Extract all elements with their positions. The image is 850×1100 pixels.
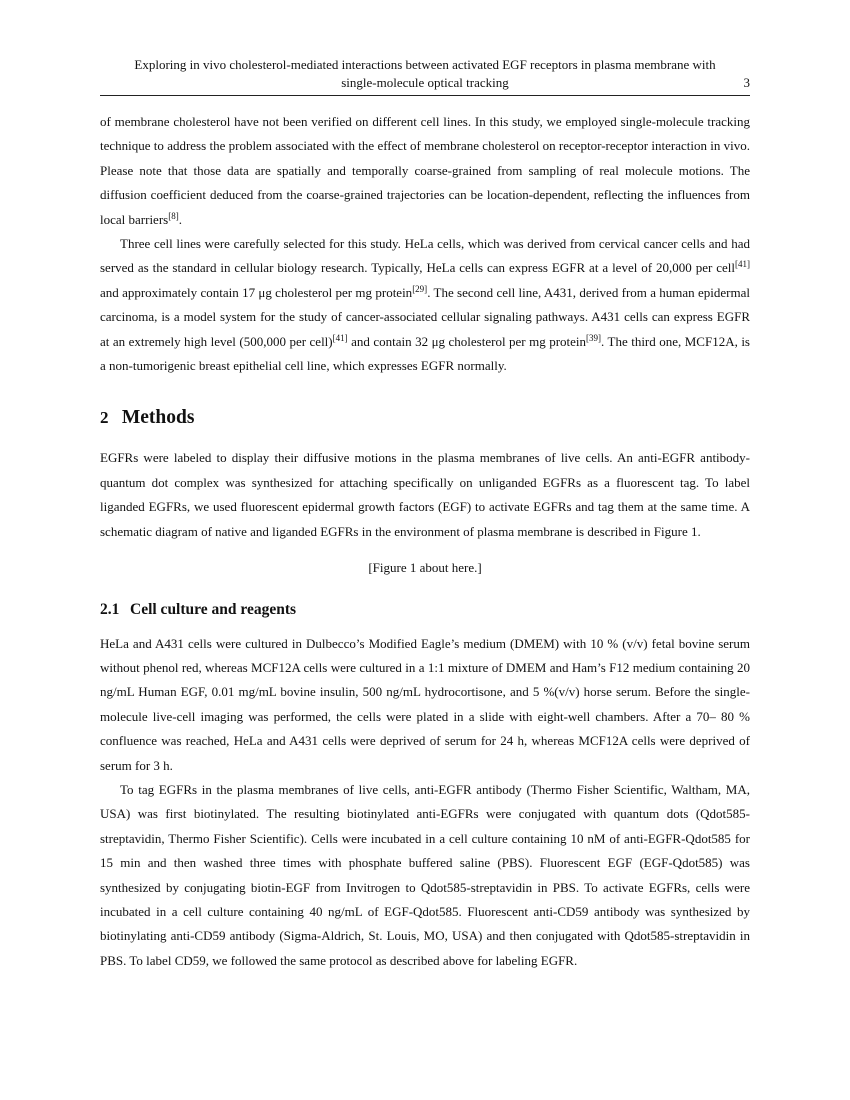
paragraph-text: and contain 32 μg cholesterol per mg protein [347, 333, 587, 349]
citation: [39] [586, 332, 602, 343]
citation: [29] [412, 283, 428, 294]
page-body [100, 110, 750, 973]
section-heading-methods [100, 405, 750, 431]
citation: [41] [735, 259, 750, 270]
paragraph-methods: EGFRs were labeled to display their diffusive motions in the plasma membranes of live cells. An anti-EGFR antibody-quantum dot complex was synthesized for attaching specifically on unliganded EGFRs as a fluorescent tag. To label liganded EGFRs, we used fluorescent epidermal growth factors (EGF) to activate EGFRs and tag them at the same time. A schematic diagram of native and liganded EGFRs in the environment of plasma membrane is described in Figure 1. [100, 450, 750, 539]
header-rule [100, 95, 750, 96]
paragraph-text: . The second cell line, A431, derived from a human epidermal carcinoma, is a model system for the study of cancer-associated cellular signaling pathways. A431 cells can express EGFR at an extremely high level (500,000 per cell) [100, 284, 750, 349]
paper-page [100, 0, 750, 1100]
subsection-heading-cell-culture [100, 599, 750, 621]
paragraph-text: and approximately contain 17 μg cholesterol per mg protein [100, 284, 413, 300]
paragraph-text: of membrane cholesterol have not been verified on different cell lines. In this study, we employed single-molecule tracking technique to address the problem associated with the effect of membrane cholesterol on receptor-receptor interaction in vivo. Please note that those data are spatially and temporally coarse-grained from sampling of real molecule motions. The diffusion coefficient deduced from the coarse-grained trajectories can be location-dependent, reflecting the influences from local barriers [100, 114, 750, 227]
paragraph-text: . The third one, MCF12A, is a non-tumorigenic breast epithelial cell line, which expresses EGFR normally. [100, 333, 750, 374]
header-title-line1: Exploring in vivo cholesterol-mediated interactions between activated EGF receptors in plasma membrane with [134, 57, 716, 72]
citation: [8] [168, 210, 179, 221]
header-title-line2: single-molecule optical tracking [341, 74, 509, 90]
section-title: Methods [121, 407, 195, 429]
citation: [41] [332, 332, 348, 343]
page-number: 3 [743, 74, 750, 90]
paragraph-cell-culture: HeLa and A431 cells were cultured in Dulbecco’s Modified Eagle’s medium (DMEM) with 10 % (v/v) fetal bovine serum without phenol red, whereas MCF12A cells were cultured in a 1:1 mixture of DMEM and Ham’s F12 medium containing 20 ng/mL Human EGF, 0.01 mg/mL bovine insulin, 500 ng/mL hydrocortisone, and 5 %(v/v) horse serum. Before the single-molecule live-cell imaging was performed, the cells were plated in a slide with eight-well chambers. After a 70– 80 % confluence was reached, HeLa and A431 cells were deprived of serum for 24 h, whereas MCF12A cells were deprived of serum for 3 h. [100, 635, 750, 773]
paragraph-intro-continued [100, 110, 750, 232]
section-number: 2 [100, 408, 109, 428]
figure-placeholder: [Figure 1 about here.] [368, 560, 482, 576]
paragraph-text: Three cell lines were carefully selected for this study. HeLa cells, which was derived from cervical cancer cells and had served as the standard in cellular biology research. Typically, HeLa cells can express EGFR at a level of 20,000 per cell [100, 236, 750, 276]
paragraph-tagging: To tag EGFRs in the plasma membranes of live cells, anti-EGFR antibody (Thermo Fisher Scientific, Waltham, MA, USA) was first biotinylated. The resulting biotinylated anti-EGFRs were conjugated with quantum dots (Qdot585-streptavidin, Thermo Fisher Scientific). Cells were incubated in a cell culture containing 10 nM of anti-EGFR-Qdot585 for 15 min and then washed three times with phosphate buffered saline (PBS). Fluorescent EGF (EGF-Qdot585) was synthesized by conjugating biotin-EGF from Invitrogen to Qdot585-streptavidin in PBS. To activate EGFRs, cells were incubated in a cell culture containing 40 ng/mL of EGF-Qdot585. Fluorescent anti-CD59 antibody was synthesized by biotinylating anti-CD59 antibody (Sigma-Aldrich, St. Louis, MO, USA) and then conjugated with Qdot585-streptavidin in PBS. To label CD59, we followed the same protocol as described above for labeling EGFR. [100, 781, 750, 968]
paragraph-text: . [178, 211, 182, 227]
subsection-title: Cell culture and reagents [130, 600, 297, 618]
paragraph-cell-lines [100, 232, 750, 378]
subsection-number: 2.1 [100, 600, 120, 618]
running-header [100, 56, 750, 91]
